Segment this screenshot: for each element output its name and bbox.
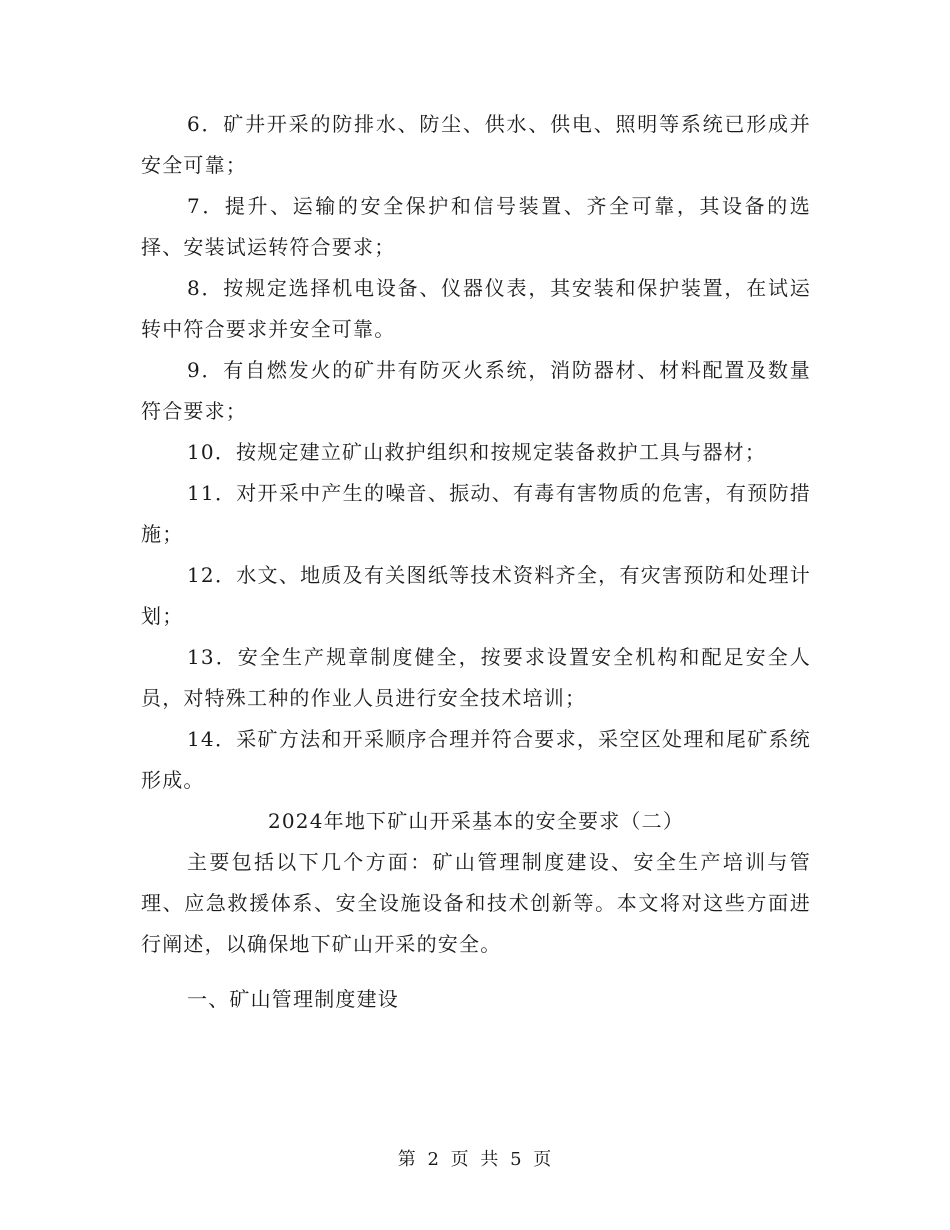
page-footer: 第 2 页 共 5 页 xyxy=(397,1149,553,1170)
subheading: 一、矿山管理制度建设 xyxy=(187,987,399,1011)
page-content xyxy=(141,104,811,1020)
list-item-9: 9．有自燃发火的矿井有防灭火系统，消防器材、材料配置及数量符合要求； xyxy=(141,358,811,423)
list-item-12: 12．水文、地质及有关图纸等技术资料齐全，有灾害预防和处理计划； xyxy=(141,563,811,628)
list-item-8: 8．按规定选择机电设备、仪器仪表，其安装和保护装置，在试运转中符合要求并安全可靠。 xyxy=(141,276,811,341)
list-item-10: 10．按规定建立矿山救护组织和按规定装备救护工具与器材； xyxy=(187,440,767,464)
list-item-6: 6．矿井开采的防排水、防尘、供水、供电、照明等系统已形成并安全可靠； xyxy=(141,112,811,177)
spacer xyxy=(141,965,811,979)
section-title: 2024年地下矿山开采基本的安全要求（二） xyxy=(267,809,685,833)
list-item-11: 11．对开采中产生的噪音、振动、有毒有害物质的危害，有预防措施； xyxy=(141,481,811,546)
list-item-14: 14．采矿方法和开采顺序合理并符合要求，采空区处理和尾矿系统形成。 xyxy=(141,727,811,792)
intro-paragraph: 主要包括以下几个方面：矿山管理制度建设、安全生产培训与管理、应急救援体系、安全设施设备和技术创新等。本文将对这些方面进行阐述，以确保地下矿山开采的安全。 xyxy=(141,850,811,956)
list-item-13: 13．安全生产规章制度健全，按要求设置安全机构和配足安全人员，对特殊工种的作业人员进行安全技术培训； xyxy=(141,645,811,710)
list-item-7: 7．提升、运输的安全保护和信号装置、齐全可靠，其设备的选择、安装试运转符合要求； xyxy=(141,194,811,259)
